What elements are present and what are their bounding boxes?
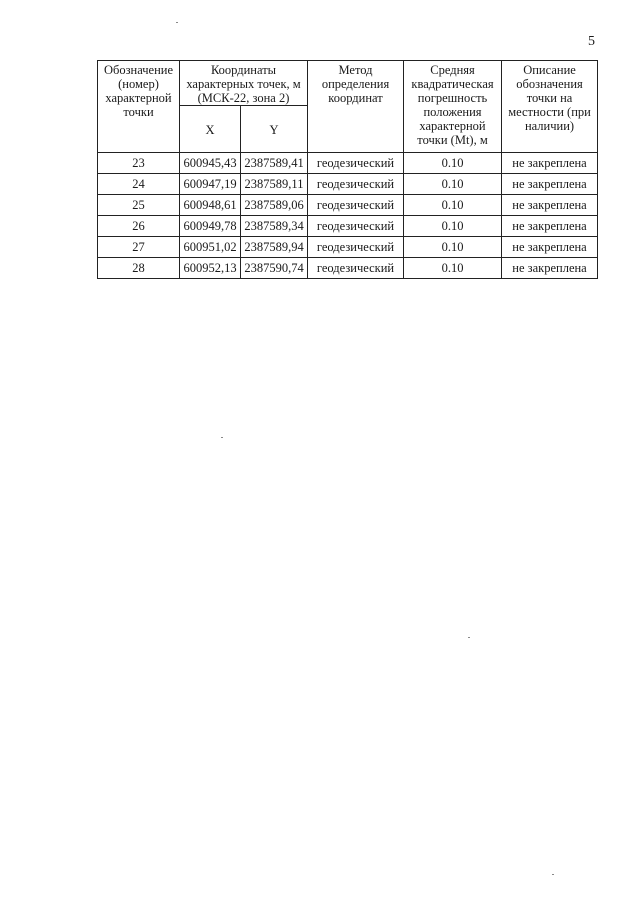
- scan-speck: [552, 874, 554, 875]
- cell-method: геодезический: [308, 237, 404, 258]
- cell-description: не закреплена: [502, 174, 598, 195]
- cell-num: 26: [98, 216, 180, 237]
- table-row: [98, 153, 598, 174]
- table-row: [98, 195, 598, 216]
- header-coordinates: Координаты характерных точек, м (МСК-22, зона 2): [180, 61, 308, 106]
- coordinates-table: [97, 60, 598, 279]
- header-y: Y: [241, 106, 308, 153]
- cell-error: 0.10: [404, 216, 502, 237]
- cell-description: не закреплена: [502, 195, 598, 216]
- cell-description: не закреплена: [502, 216, 598, 237]
- table-header-row: [98, 61, 598, 106]
- cell-y: 2387589,34: [241, 216, 308, 237]
- cell-method: геодезический: [308, 258, 404, 279]
- cell-error: 0.10: [404, 174, 502, 195]
- table-row: [98, 216, 598, 237]
- cell-x: 600952,13: [180, 258, 241, 279]
- cell-error: 0.10: [404, 237, 502, 258]
- header-error: Средняя квадратическая погрешность положения характерной точки (Mt), м: [404, 61, 502, 153]
- cell-y: 2387589,94: [241, 237, 308, 258]
- cell-y: 2387589,11: [241, 174, 308, 195]
- cell-y: 2387589,41: [241, 153, 308, 174]
- table-row: [98, 237, 598, 258]
- cell-method: геодезический: [308, 195, 404, 216]
- cell-x: 600947,19: [180, 174, 241, 195]
- header-description: Описание обозначения точки на местности (при наличии): [502, 61, 598, 153]
- table-row: [98, 258, 598, 279]
- cell-num: 24: [98, 174, 180, 195]
- cell-x: 600948,61: [180, 195, 241, 216]
- cell-num: 23: [98, 153, 180, 174]
- header-x: X: [180, 106, 241, 153]
- cell-error: 0.10: [404, 258, 502, 279]
- cell-description: не закреплена: [502, 153, 598, 174]
- cell-num: 28: [98, 258, 180, 279]
- cell-method: геодезический: [308, 153, 404, 174]
- cell-error: 0.10: [404, 195, 502, 216]
- cell-num: 25: [98, 195, 180, 216]
- cell-x: 600951,02: [180, 237, 241, 258]
- header-method: Метод определения координат: [308, 61, 404, 153]
- cell-x: 600949,78: [180, 216, 241, 237]
- scan-speck: [176, 22, 178, 23]
- page-number: 5: [588, 34, 595, 49]
- scan-speck: [468, 637, 470, 638]
- cell-description: не закреплена: [502, 237, 598, 258]
- cell-y: 2387590,74: [241, 258, 308, 279]
- cell-num: 27: [98, 237, 180, 258]
- cell-y: 2387589,06: [241, 195, 308, 216]
- cell-x: 600945,43: [180, 153, 241, 174]
- cell-method: геодезический: [308, 216, 404, 237]
- cell-error: 0.10: [404, 153, 502, 174]
- scan-speck: [221, 437, 223, 438]
- cell-description: не закреплена: [502, 258, 598, 279]
- header-designation: Обозначение (номер) характерной точки: [98, 61, 180, 153]
- cell-method: геодезический: [308, 174, 404, 195]
- table-row: [98, 174, 598, 195]
